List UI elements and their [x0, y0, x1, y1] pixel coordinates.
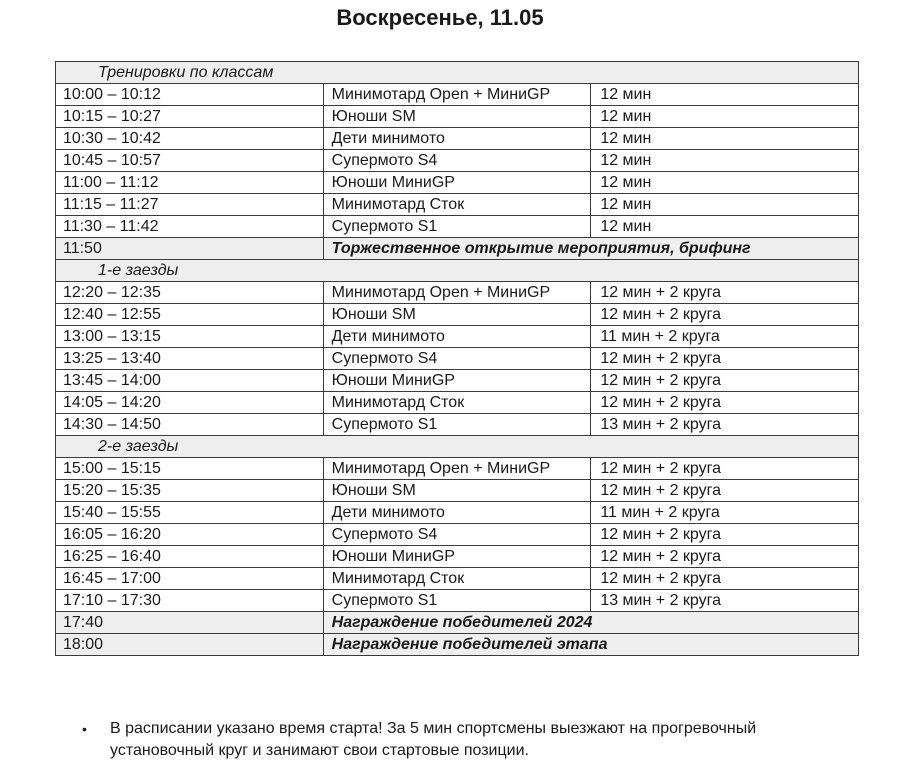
duration-cell: 12 мин — [591, 128, 859, 150]
schedule-table — [55, 61, 859, 656]
table-row — [56, 216, 859, 238]
duration-cell: 12 мин — [591, 150, 859, 172]
table-row — [56, 304, 859, 326]
time-cell: 12:40 – 12:55 — [56, 304, 324, 326]
duration-cell: 12 мин + 2 круга — [591, 568, 859, 590]
time-cell: 14:05 – 14:20 — [56, 392, 324, 414]
event-row — [56, 634, 859, 656]
duration-cell: 11 мин + 2 круга — [591, 502, 859, 524]
class-cell: Минимотард Сток — [323, 568, 591, 590]
section-title: 2-е заезды — [56, 436, 859, 458]
class-cell: Минимотард Open + МиниGP — [323, 458, 591, 480]
table-row — [56, 458, 859, 480]
class-cell: Юноши SM — [323, 480, 591, 502]
table-row — [56, 106, 859, 128]
table-row — [56, 480, 859, 502]
table-row — [56, 590, 859, 612]
time-cell: 10:00 – 10:12 — [56, 84, 324, 106]
class-cell: Юноши МиниGP — [323, 546, 591, 568]
table-row — [56, 502, 859, 524]
duration-cell: 12 мин + 2 круга — [591, 524, 859, 546]
time-cell: 13:25 – 13:40 — [56, 348, 324, 370]
class-cell: Минимотард Open + МиниGP — [323, 84, 591, 106]
note — [82, 718, 782, 762]
time-cell: 11:15 – 11:27 — [56, 194, 324, 216]
time-cell: 15:20 – 15:35 — [56, 480, 324, 502]
note-text: В расписании указано время старта! За 5 мин спортсмены выезжают на прогревочный установочный круг и занимают свои стартовые позиции. — [110, 720, 757, 759]
event-time-cell: 18:00 — [56, 634, 324, 656]
duration-cell: 12 мин + 2 круга — [591, 480, 859, 502]
time-cell: 13:00 – 13:15 — [56, 326, 324, 348]
duration-cell: 12 мин — [591, 84, 859, 106]
event-row — [56, 612, 859, 634]
time-cell: 11:30 – 11:42 — [56, 216, 324, 238]
table-row — [56, 370, 859, 392]
time-cell: 10:45 – 10:57 — [56, 150, 324, 172]
class-cell: Юноши SM — [323, 304, 591, 326]
duration-cell: 12 мин — [591, 172, 859, 194]
time-cell: 16:45 – 17:00 — [56, 568, 324, 590]
class-cell: Юноши МиниGP — [323, 172, 591, 194]
class-cell: Дети минимото — [323, 326, 591, 348]
duration-cell: 12 мин + 2 круга — [591, 370, 859, 392]
table-row — [56, 128, 859, 150]
section-header — [56, 62, 859, 84]
duration-cell: 11 мин + 2 круга — [591, 326, 859, 348]
section-title: 1-е заезды — [56, 260, 859, 282]
duration-cell: 13 мин + 2 круга — [591, 590, 859, 612]
duration-cell: 12 мин + 2 круга — [591, 392, 859, 414]
section-header — [56, 436, 859, 458]
event-title-cell: Награждение победителей этапа — [323, 634, 858, 656]
event-title-cell: Торжественное открытие мероприятия, брифинг — [323, 238, 858, 260]
section-header — [56, 260, 859, 282]
table-row — [56, 414, 859, 436]
page-title: Воскресенье, 11.05 — [336, 5, 544, 30]
class-cell: Супермото S1 — [323, 414, 591, 436]
time-cell: 10:15 – 10:27 — [56, 106, 324, 128]
class-cell: Супермото S4 — [323, 348, 591, 370]
table-row — [56, 546, 859, 568]
class-cell: Минимотард Сток — [323, 194, 591, 216]
duration-cell: 12 мин — [591, 216, 859, 238]
class-cell: Юноши SM — [323, 106, 591, 128]
class-cell: Супермото S4 — [323, 524, 591, 546]
table-row — [56, 84, 859, 106]
table-row — [56, 194, 859, 216]
event-time-cell: 11:50 — [56, 238, 324, 260]
time-cell: 15:00 – 15:15 — [56, 458, 324, 480]
time-cell: 16:25 – 16:40 — [56, 546, 324, 568]
duration-cell: 12 мин + 2 круга — [591, 304, 859, 326]
table-row — [56, 172, 859, 194]
class-cell: Минимотард Open + МиниGP — [323, 282, 591, 304]
time-cell: 14:30 – 14:50 — [56, 414, 324, 436]
class-cell: Супермото S1 — [323, 590, 591, 612]
table-row — [56, 282, 859, 304]
duration-cell: 12 мин + 2 круга — [591, 282, 859, 304]
section-title: Тренировки по классам — [56, 62, 859, 84]
time-cell: 17:10 – 17:30 — [56, 590, 324, 612]
event-time-cell: 17:40 — [56, 612, 324, 634]
time-cell: 16:05 – 16:20 — [56, 524, 324, 546]
table-row — [56, 150, 859, 172]
table-row — [56, 326, 859, 348]
event-row — [56, 238, 859, 260]
duration-cell: 12 мин + 2 круга — [591, 458, 859, 480]
class-cell: Супермото S4 — [323, 150, 591, 172]
class-cell: Супермото S1 — [323, 216, 591, 238]
table-row — [56, 348, 859, 370]
time-cell: 12:20 – 12:35 — [56, 282, 324, 304]
class-cell: Минимотард Сток — [323, 392, 591, 414]
time-cell: 11:00 – 11:12 — [56, 172, 324, 194]
duration-cell: 12 мин — [591, 106, 859, 128]
duration-cell: 12 мин + 2 круга — [591, 546, 859, 568]
class-cell: Дети минимото — [323, 128, 591, 150]
table-row — [56, 524, 859, 546]
duration-cell: 12 мин — [591, 194, 859, 216]
time-cell: 15:40 – 15:55 — [56, 502, 324, 524]
table-row — [56, 568, 859, 590]
duration-cell: 12 мин + 2 круга — [591, 348, 859, 370]
bullet-icon: • — [82, 721, 87, 737]
time-cell: 10:30 – 10:42 — [56, 128, 324, 150]
duration-cell: 13 мин + 2 круга — [591, 414, 859, 436]
time-cell: 13:45 – 14:00 — [56, 370, 324, 392]
class-cell: Дети минимото — [323, 502, 591, 524]
table-row — [56, 392, 859, 414]
class-cell: Юноши МиниGP — [323, 370, 591, 392]
event-title-cell: Награждение победителей 2024 — [323, 612, 858, 634]
